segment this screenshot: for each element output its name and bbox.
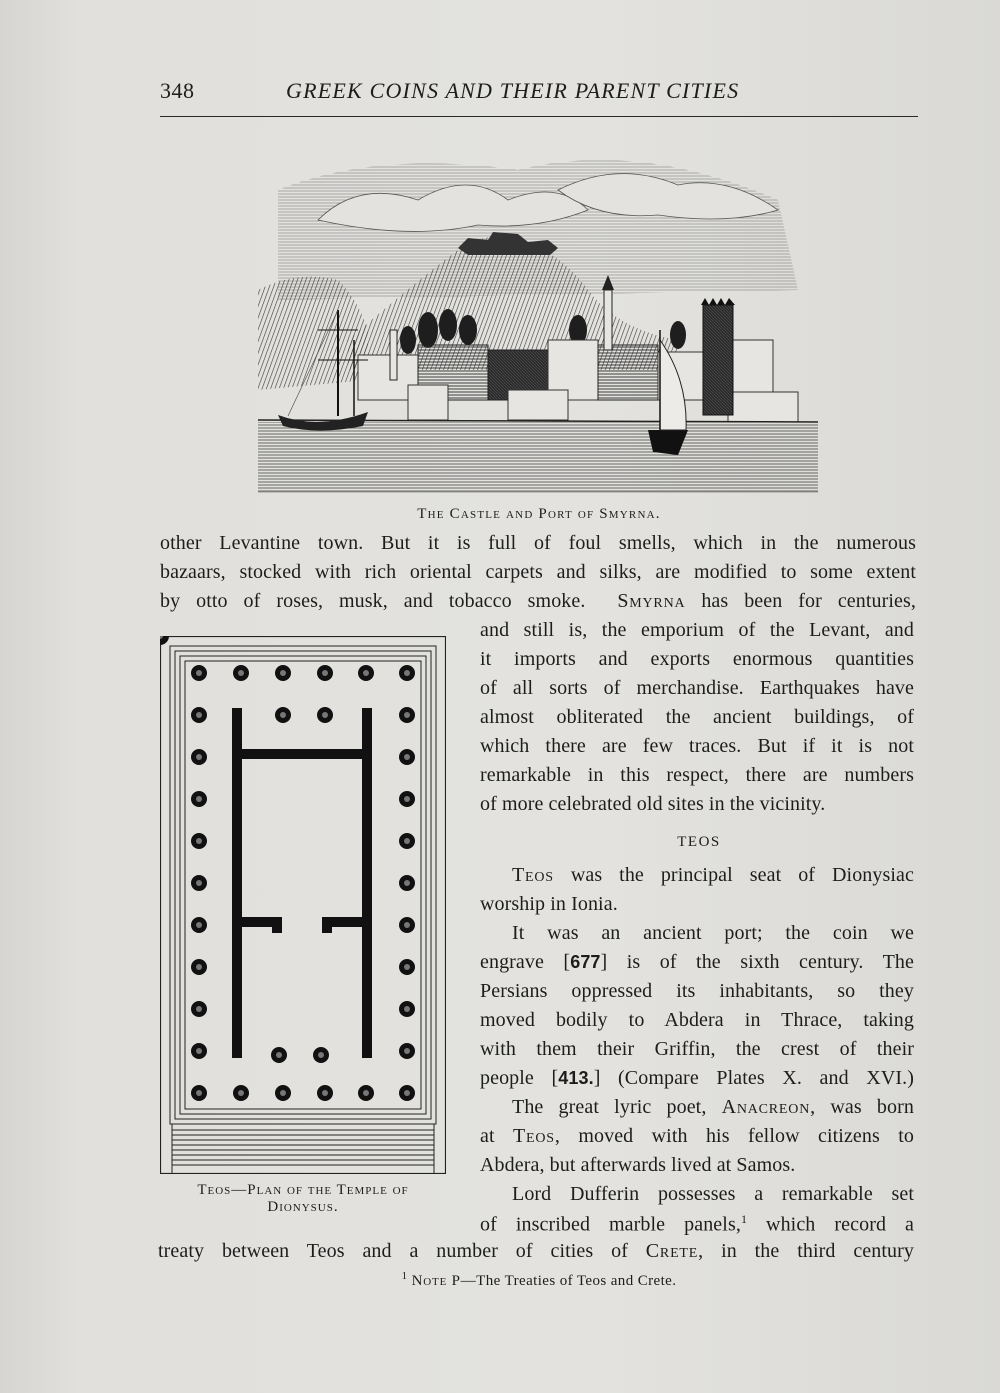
text-fragment: of inscribed marble panels, bbox=[480, 1213, 741, 1236]
footnote-marker: 1 bbox=[740, 1212, 748, 1226]
text-line: it imports and exports enormous quantities bbox=[480, 648, 914, 670]
text-line: It was an ancient port; the coin we bbox=[512, 922, 914, 944]
footnote-text: —The Treaties of Teos and Crete. bbox=[460, 1273, 677, 1289]
footnote bbox=[160, 1270, 918, 1290]
text-line bbox=[480, 1067, 914, 1090]
text-line bbox=[512, 1096, 914, 1119]
text-fragment: , moved with his fellow citizens to bbox=[554, 1125, 914, 1147]
text-fragment: people [ bbox=[480, 1067, 559, 1089]
text-line: almost obliterated the ancient buildings, of bbox=[480, 706, 914, 728]
text-fragment: was the principal seat of Dionysiac bbox=[553, 864, 914, 886]
footnote-label: Note P bbox=[411, 1273, 461, 1289]
text-line: of more celebrated old sites in the vicinity. bbox=[480, 793, 826, 815]
text-line bbox=[480, 951, 914, 974]
text-fragment: which record a bbox=[747, 1213, 915, 1236]
text-line: other Levantine town. But it is full of foul smells, which in the numerous bbox=[160, 532, 916, 554]
text-fragment: engrave [ bbox=[480, 951, 571, 973]
text-line: with them their Griffin, the crest of their bbox=[480, 1038, 914, 1060]
place-name: Teos bbox=[512, 864, 554, 886]
person-name: Anacreon bbox=[721, 1096, 811, 1118]
text-fragment: treaty between Teos and a number of cities of bbox=[158, 1240, 646, 1262]
text-fragment: , in the third century bbox=[698, 1240, 914, 1262]
text-fragment: has been for centuries, bbox=[685, 590, 917, 612]
text-fragment: ] is of the sixth century. The bbox=[600, 951, 914, 973]
text-fragment: The great lyric poet, bbox=[512, 1096, 722, 1118]
text-fragment: by otto of roses, musk, and tobacco smoke. bbox=[160, 590, 586, 612]
header-rule bbox=[160, 116, 918, 117]
place-name: Teos bbox=[513, 1125, 555, 1147]
place-name: Crete bbox=[645, 1240, 699, 1262]
text-line: Persians oppressed its inhabitants, so they bbox=[480, 980, 914, 1002]
text-fragment: , was born bbox=[810, 1096, 914, 1118]
text-line: Abdera, but afterwards lived at Samos. bbox=[480, 1154, 796, 1176]
text-line bbox=[480, 1125, 914, 1148]
columns bbox=[191, 665, 415, 1101]
text-line: moved bodily to Abdera in Thrace, taking bbox=[480, 1009, 914, 1031]
text-line bbox=[512, 864, 914, 887]
figure-caption-plan bbox=[160, 1182, 446, 1216]
footnote-number: 1 bbox=[401, 1270, 408, 1282]
place-name: Smyrna bbox=[617, 590, 686, 612]
text-line bbox=[480, 1212, 914, 1237]
text-line bbox=[160, 590, 916, 613]
text-line: Lord Dufferin possesses a remarkable set bbox=[512, 1183, 914, 1205]
figure-caption-smyrna: The Castle and Port of Smyrna. bbox=[417, 506, 661, 522]
running-head bbox=[160, 76, 918, 110]
text-line: of all sorts of merchandise. Earthquakes have bbox=[480, 677, 914, 699]
caption-line: Dionysus. bbox=[267, 1199, 339, 1215]
text-line: worship in Ionia. bbox=[480, 893, 618, 915]
text-line bbox=[158, 1240, 914, 1263]
coin-reference: 677 bbox=[570, 952, 601, 972]
text-line: which there are few traces. But if it is not bbox=[480, 735, 914, 757]
page-number: 348 bbox=[160, 78, 195, 103]
text-line: and still is, the emporium of the Levant, and bbox=[480, 619, 914, 641]
coin-reference: 413. bbox=[558, 1068, 594, 1088]
temple-plan-diagram bbox=[160, 636, 446, 1174]
smyrna-engraving bbox=[258, 130, 818, 498]
running-title: GREEK COINS AND THEIR PARENT CITIES bbox=[286, 78, 740, 103]
text-line: remarkable in this respect, there are numbers bbox=[480, 764, 914, 786]
text-line: bazaars, stocked with rich oriental carpets and silks, are modified to some extent bbox=[160, 561, 916, 583]
text-fragment: ] (Compare Plates X. and XVI.) bbox=[593, 1067, 914, 1089]
text-fragment: at bbox=[480, 1125, 513, 1147]
section-heading: TEOS bbox=[677, 834, 721, 850]
caption-line: Teos—Plan of the Temple of bbox=[197, 1182, 409, 1198]
